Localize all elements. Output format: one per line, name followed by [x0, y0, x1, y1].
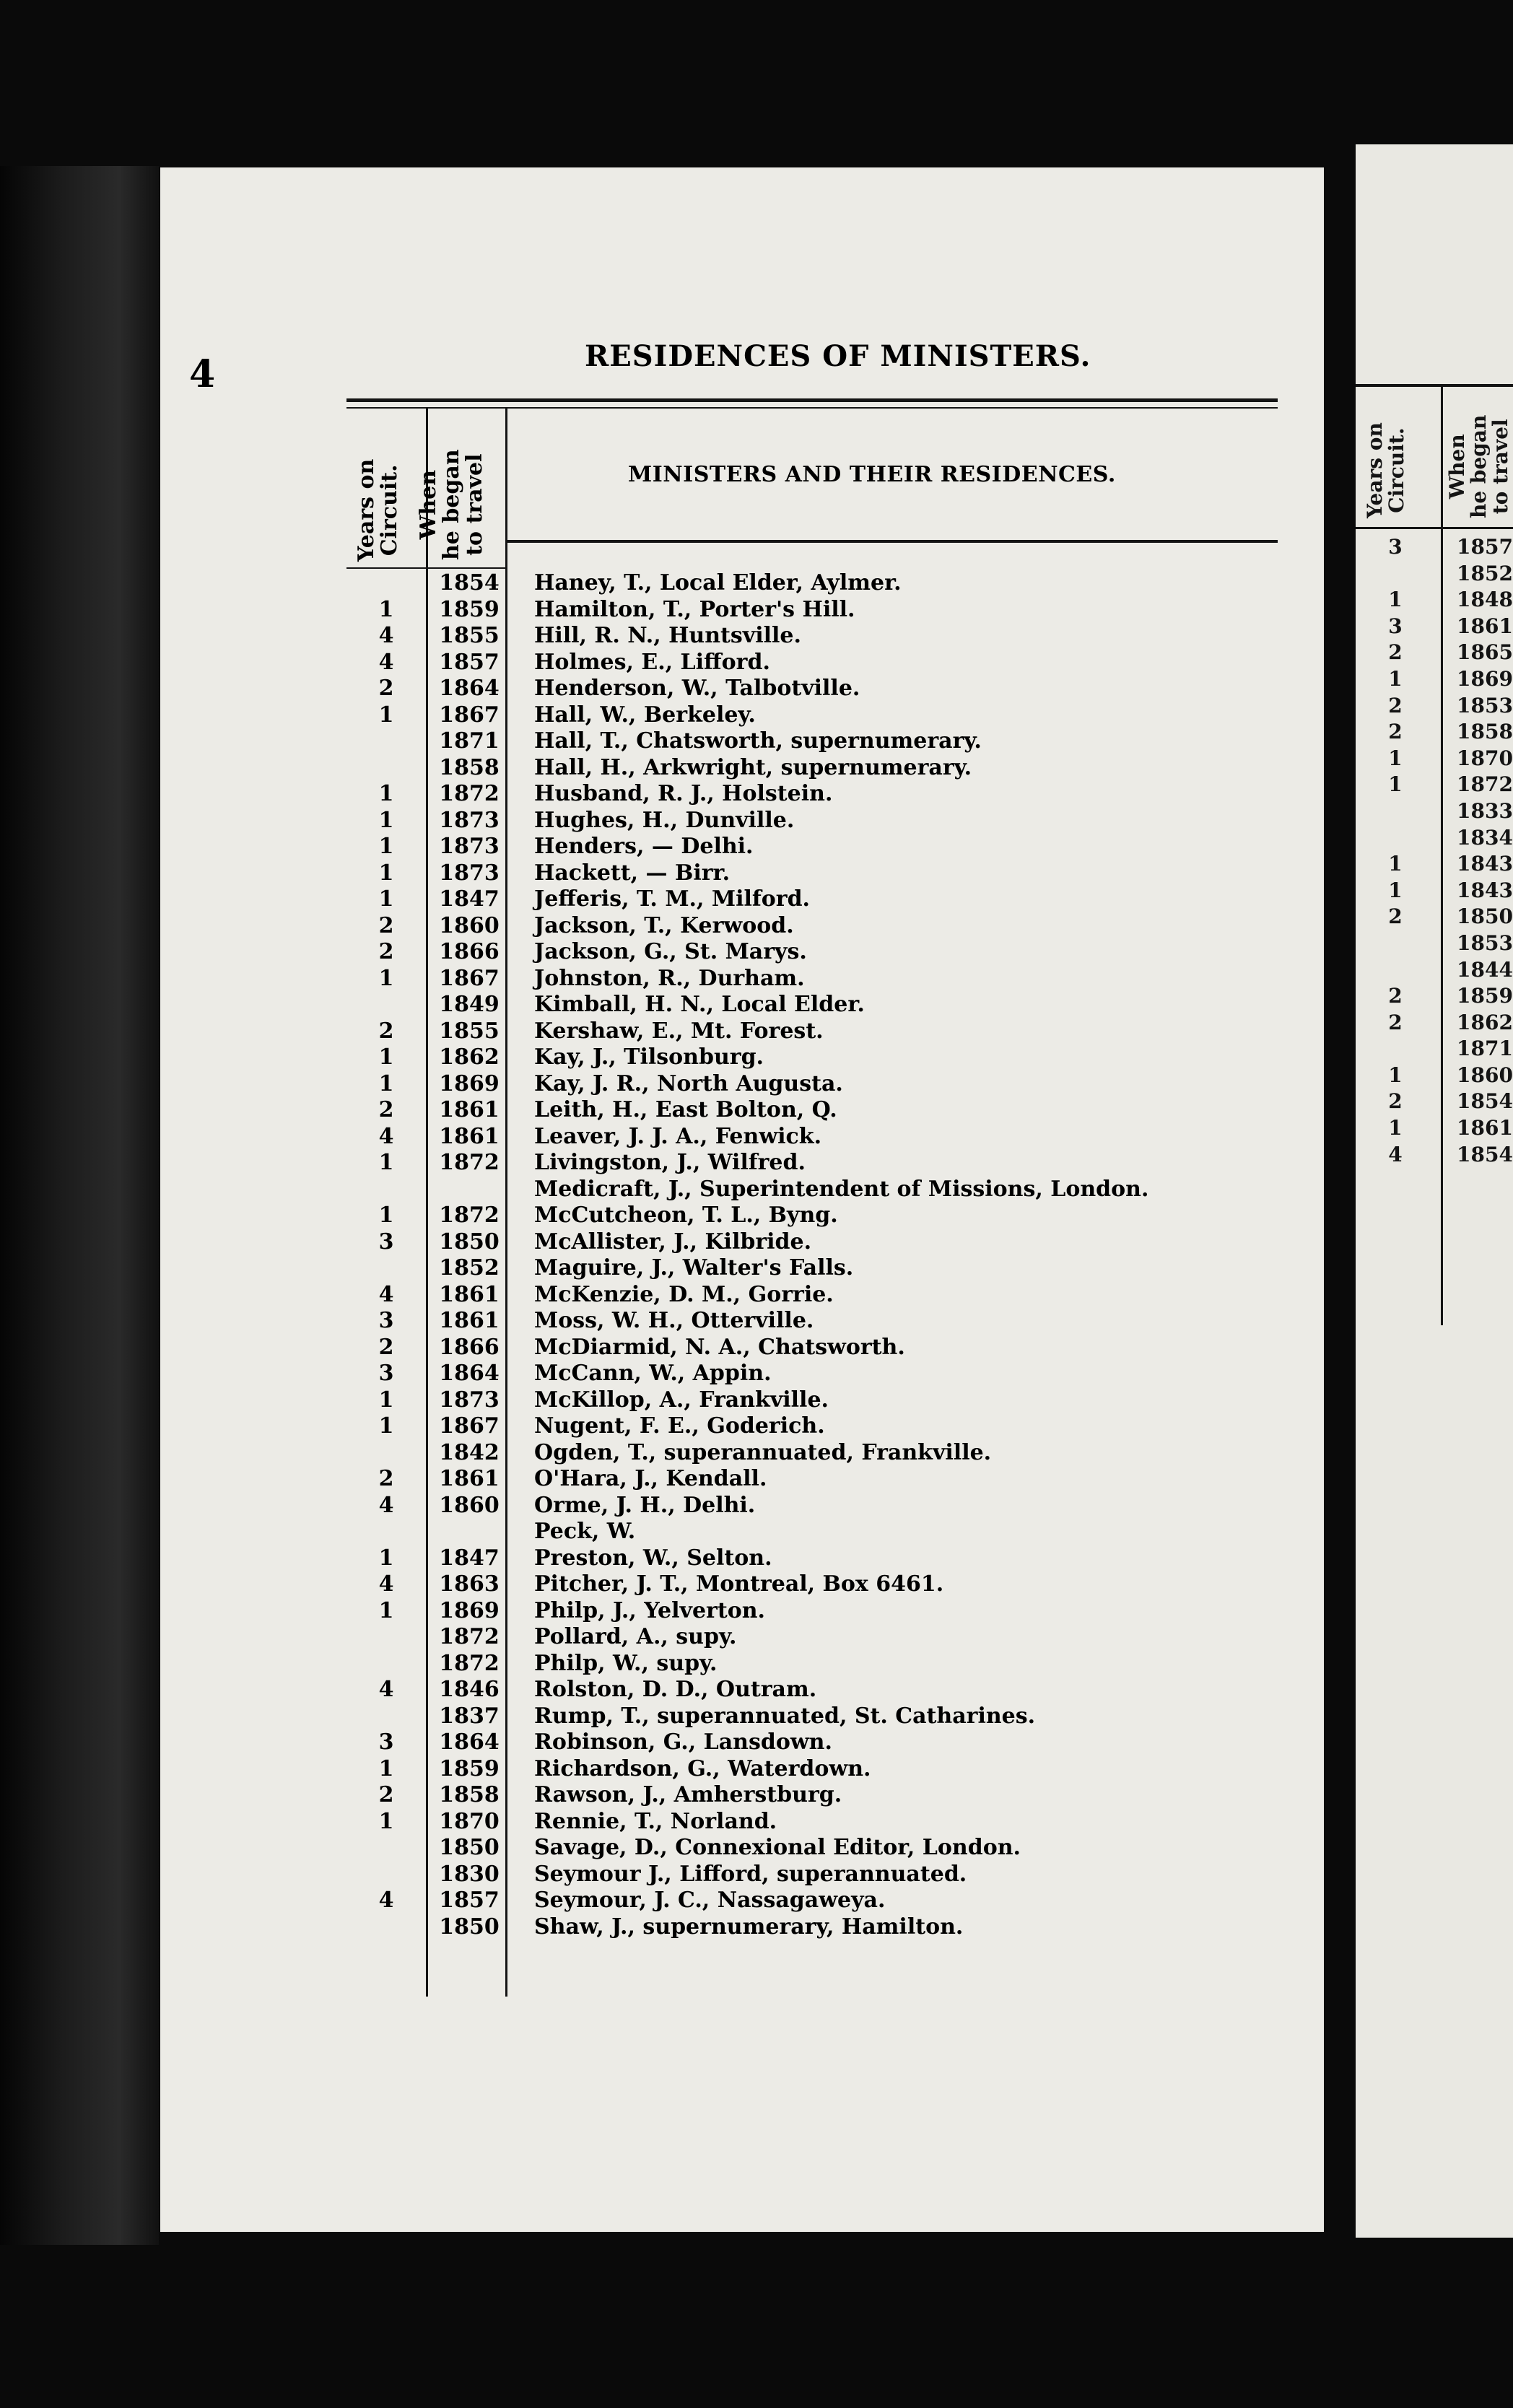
list-item: [346, 1571, 1285, 1598]
year-began-to-travel: 1862: [439, 1044, 500, 1070]
year-began-to-travel: 1871: [439, 728, 500, 754]
minister-residence: Rennie, T., Norland.: [534, 1808, 777, 1834]
minister-residence: Hall, W., Berkeley.: [534, 702, 756, 728]
years-on-circuit: 2: [378, 939, 394, 964]
list-item: [346, 597, 1285, 624]
facing-list-item: [1356, 534, 1513, 561]
facing-when-line3: to travel: [1488, 419, 1512, 515]
list-item: [346, 1914, 1285, 1941]
facing-list-item: [1356, 878, 1513, 904]
list-item: [346, 702, 1285, 729]
minister-residence: Hamilton, T., Porter's Hill.: [534, 596, 855, 622]
list-item: [346, 860, 1285, 887]
years-on-circuit: 2: [378, 1018, 394, 1044]
year-began-to-travel: 1850: [439, 1914, 500, 1940]
year-began-to-travel: 1867: [439, 965, 500, 991]
facing-year-began: 1862: [1457, 1010, 1513, 1034]
year-began-to-travel: 1870: [439, 1808, 500, 1834]
list-item: [346, 1282, 1285, 1309]
facing-year-began: 1848: [1457, 588, 1513, 612]
year-began-to-travel: 1855: [439, 1018, 500, 1044]
year-began-to-travel: 1873: [439, 1387, 500, 1413]
list-item: [346, 1440, 1285, 1467]
year-began-to-travel: 1860: [439, 1492, 500, 1518]
list-item: [346, 676, 1285, 702]
facing-year-began: 1843: [1457, 878, 1513, 902]
years-on-circuit: 1: [378, 702, 394, 728]
years-header-line1: Years on: [354, 458, 379, 562]
facing-year-began: 1860: [1457, 1063, 1513, 1087]
list-item: [346, 1782, 1285, 1809]
minister-residence: Seymour J., Lifford, superannuated.: [534, 1861, 967, 1887]
minister-residence: Robinson, G., Lansdown.: [534, 1729, 832, 1755]
facing-list-item: [1356, 1089, 1513, 1115]
facing-years-on-circuit: 2: [1388, 904, 1403, 929]
minister-residence: Jackson, T., Kerwood.: [534, 912, 794, 938]
list-item: [346, 1044, 1285, 1071]
facing-list-item: [1356, 904, 1513, 930]
facing-list-item: [1356, 983, 1513, 1010]
facing-years-on-circuit: 1: [1388, 746, 1403, 770]
facing-list-item: [1356, 772, 1513, 798]
minister-residence: Hughes, H., Dunville.: [534, 807, 795, 833]
years-on-circuit-header: [355, 459, 401, 562]
years-on-circuit: 1: [378, 860, 394, 886]
years-on-circuit: 2: [378, 1097, 394, 1122]
year-began-to-travel: 1857: [439, 1888, 500, 1913]
year-began-to-travel: 1869: [439, 1597, 500, 1623]
facing-years-line1: Years on: [1363, 422, 1387, 518]
facing-years-on-circuit: 1: [1388, 1063, 1403, 1087]
list-item: [346, 1203, 1285, 1229]
list-item: [346, 570, 1285, 597]
minister-residence: McKillop, A., Frankville.: [534, 1387, 829, 1413]
year-began-to-travel: 1842: [439, 1439, 500, 1465]
facing-list-item: [1356, 930, 1513, 957]
list-item: [346, 1651, 1285, 1678]
years-on-circuit: 3: [378, 1729, 394, 1755]
facing-years-on-circuit: 1: [1388, 666, 1403, 691]
year-began-to-travel: 1855: [439, 623, 500, 648]
list-item: [346, 1255, 1285, 1282]
minister-residence: O'Hara, J., Kendall.: [534, 1466, 767, 1491]
facing-years-on-circuit: 3: [1388, 535, 1403, 559]
year-began-to-travel: 1861: [439, 1123, 500, 1149]
facing-list-item: [1356, 1036, 1513, 1063]
list-item: [346, 1177, 1285, 1203]
list-item: [346, 1862, 1285, 1888]
facing-years-on-circuit: 2: [1388, 693, 1403, 717]
list-item: [346, 913, 1285, 940]
years-on-circuit: 1: [378, 1413, 394, 1439]
facing-years-on-circuit: 1: [1388, 588, 1403, 612]
minister-residence: Medicraft, J., Superintendent of Missions, London.: [534, 1176, 1149, 1202]
facing-list-item: [1356, 746, 1513, 772]
minister-residence: Kay, J., Tilsonburg.: [534, 1044, 764, 1070]
minister-residence: Nugent, F. E., Goderich.: [534, 1413, 825, 1439]
minister-residence: Pitcher, J. T., Montreal, Box 6461.: [534, 1571, 944, 1597]
list-item: [346, 650, 1285, 676]
facing-year-began: 1854: [1457, 1142, 1513, 1166]
minister-residence: Moss, W. H., Otterville.: [534, 1308, 814, 1333]
minister-residence: Johnston, R., Durham.: [534, 965, 805, 991]
minister-residence: Husband, R. J., Holstein.: [534, 781, 833, 806]
facing-list-item: [1356, 851, 1513, 878]
minister-residence: Maguire, J., Walter's Falls.: [534, 1255, 854, 1281]
facing-entries-list: [1356, 534, 1513, 1168]
facing-list-item: [1356, 614, 1513, 640]
ministers-header: MINISTERS AND THEIR RESIDENCES.: [628, 462, 1116, 487]
years-on-circuit: 1: [378, 781, 394, 806]
list-item: [346, 1124, 1285, 1151]
list-item: [346, 1598, 1285, 1625]
minister-residence: Hill, R. N., Huntsville.: [534, 623, 801, 648]
year-began-to-travel: 1873: [439, 834, 500, 859]
list-item: [346, 1308, 1285, 1335]
list-item: [346, 1361, 1285, 1387]
minister-residence: Peck, W.: [534, 1519, 636, 1544]
facing-years-on-circuit: 1: [1388, 878, 1403, 902]
facing-when-line2: he began: [1467, 414, 1491, 518]
minister-residence: Jefferis, T. M., Milford.: [534, 886, 811, 912]
minister-residence: Seymour, J. C., Nassagaweya.: [534, 1888, 886, 1913]
years-on-circuit: 4: [378, 1888, 394, 1913]
year-began-to-travel: 1867: [439, 1413, 500, 1439]
years-on-circuit: 1: [378, 807, 394, 833]
years-on-circuit: 1: [378, 1545, 394, 1571]
year-began-to-travel: 1872: [439, 781, 500, 806]
years-on-circuit: 3: [378, 1308, 394, 1333]
list-item: [346, 1677, 1285, 1704]
list-item: [346, 1493, 1285, 1519]
minister-residence: Henderson, W., Talbotville.: [534, 676, 860, 701]
years-on-circuit: 1: [378, 1755, 394, 1781]
minister-residence: Hall, T., Chatsworth, supernumerary.: [534, 728, 982, 754]
list-item: [346, 1545, 1285, 1572]
facing-years-on-circuit: 2: [1388, 720, 1403, 744]
list-item: [346, 1097, 1285, 1124]
facing-list-item: [1356, 1142, 1513, 1169]
year-began-to-travel: 1857: [439, 649, 500, 675]
minister-residence: McDiarmid, N. A., Chatsworth.: [534, 1334, 905, 1360]
year-began-to-travel: 1850: [439, 1229, 500, 1255]
facing-years-on-circuit: 2: [1388, 984, 1403, 1008]
list-item: [346, 1150, 1285, 1177]
facing-year-began: 1854: [1457, 1089, 1513, 1114]
facing-year-began: 1857: [1457, 535, 1513, 559]
facing-year-began: 1869: [1457, 666, 1513, 691]
list-item: [346, 1387, 1285, 1414]
years-on-circuit: 4: [378, 1123, 394, 1149]
list-item: [346, 1809, 1285, 1836]
year-began-to-travel: 1873: [439, 860, 500, 886]
when-header-line1: When: [416, 469, 441, 540]
header-rule: [505, 540, 1278, 543]
minister-residence: Philp, J., Yelverton.: [534, 1597, 765, 1623]
years-on-circuit: 1: [378, 1387, 394, 1413]
year-began-to-travel: 1859: [439, 1755, 500, 1781]
facing-years-on-circuit: 1: [1388, 1116, 1403, 1140]
minister-residence: Kimball, H. N., Local Elder.: [534, 992, 865, 1017]
year-began-to-travel: 1864: [439, 676, 500, 701]
year-began-to-travel: 1858: [439, 1782, 500, 1807]
minister-residence: Holmes, E., Lifford.: [534, 649, 770, 675]
years-on-circuit: 4: [378, 649, 394, 675]
years-on-circuit: 1: [378, 834, 394, 859]
minister-residence: Rump, T., superannuated, St. Catharines.: [534, 1703, 1036, 1729]
years-on-circuit: 4: [378, 623, 394, 648]
page-number: 4: [189, 352, 216, 396]
years-on-circuit: 2: [378, 1466, 394, 1491]
year-began-to-travel: 1847: [439, 1545, 500, 1571]
facing-year-began: 1871: [1457, 1037, 1513, 1061]
when-header-line3: to travel: [462, 453, 487, 556]
minister-residence: Hall, H., Arkwright, supernumerary.: [534, 754, 972, 780]
facing-year-began: 1852: [1457, 561, 1513, 585]
facing-list-item: [1356, 640, 1513, 666]
list-item: [346, 886, 1285, 913]
year-began-to-travel: 1867: [439, 702, 500, 728]
minister-residence: Kay, J. R., North Augusta.: [534, 1070, 843, 1096]
facing-year-began: 1858: [1457, 720, 1513, 744]
minister-residence: McCutcheon, T. L., Byng.: [534, 1203, 838, 1228]
year-began-to-travel: 1861: [439, 1097, 500, 1122]
year-began-to-travel: 1872: [439, 1650, 500, 1676]
minister-residence: McAllister, J., Kilbride.: [534, 1229, 812, 1255]
facing-year-began: 1833: [1457, 798, 1513, 823]
facing-top-rule: [1356, 384, 1513, 387]
list-item: [346, 1018, 1285, 1045]
facing-year-began: 1872: [1457, 772, 1513, 797]
year-began-to-travel: 1872: [439, 1150, 500, 1175]
minister-residence: Leaver, J. J. A., Fenwick.: [534, 1123, 822, 1149]
facing-year-began: 1861: [1457, 614, 1513, 638]
year-began-to-travel: 1850: [439, 1835, 500, 1860]
year-began-to-travel: 1873: [439, 807, 500, 833]
list-item: [346, 1519, 1285, 1545]
facing-year-began: 1853: [1457, 930, 1513, 955]
list-item: [346, 939, 1285, 966]
minister-residence: Leith, H., East Bolton, Q.: [534, 1097, 837, 1122]
running-head: RESIDENCES OF MINISTERS.: [585, 339, 1091, 373]
list-item: [346, 1466, 1285, 1493]
facing-year-began: 1859: [1457, 984, 1513, 1008]
list-item: [346, 1704, 1285, 1730]
year-began-to-travel: 1854: [439, 570, 500, 596]
year-began-to-travel: 1872: [439, 1624, 500, 1649]
year-began-to-travel: 1852: [439, 1255, 500, 1281]
facing-years-on-circuit: 4: [1388, 1142, 1403, 1166]
minister-residence: Ogden, T., superannuated, Frankville.: [534, 1439, 992, 1465]
list-item: [346, 623, 1285, 650]
year-began-to-travel: 1866: [439, 1334, 500, 1360]
list-item: [346, 1756, 1285, 1783]
facing-year-began: 1853: [1457, 693, 1513, 717]
minister-residence: Preston, W., Selton.: [534, 1545, 772, 1571]
facing-years-header: [1364, 422, 1408, 518]
years-on-circuit: 2: [378, 676, 394, 701]
list-item: [346, 1729, 1285, 1756]
list-item: [346, 1071, 1285, 1098]
list-item: [346, 966, 1285, 993]
year-began-to-travel: 1846: [439, 1677, 500, 1702]
facing-years-on-circuit: 2: [1388, 640, 1403, 665]
minister-residence: Livingston, J., Wilfred.: [534, 1150, 806, 1175]
list-item: [346, 808, 1285, 834]
year-began-to-travel: 1861: [439, 1466, 500, 1491]
facing-header-rule: [1356, 527, 1513, 529]
years-on-circuit: 4: [378, 1677, 394, 1702]
list-item: [346, 1835, 1285, 1862]
year-began-to-travel: 1864: [439, 1729, 500, 1755]
minister-residence: Haney, T., Local Elder, Aylmer.: [534, 570, 902, 596]
facing-when-line1: When: [1445, 434, 1469, 500]
years-on-circuit: 1: [378, 1070, 394, 1096]
facing-list-item: [1356, 798, 1513, 825]
minister-residence: Henders, — Delhi.: [534, 834, 754, 859]
list-item: [346, 1229, 1285, 1256]
years-on-circuit: 1: [378, 1203, 394, 1228]
year-began-to-travel: 1861: [439, 1281, 500, 1307]
when-began-header: [417, 449, 487, 560]
book-binding: [0, 166, 159, 2245]
facing-years-on-circuit: 3: [1388, 614, 1403, 638]
minister-residence: Rawson, J., Amherstburg.: [534, 1782, 842, 1807]
minister-residence: Philp, W., supy.: [534, 1650, 718, 1676]
year-began-to-travel: 1860: [439, 912, 500, 938]
facing-list-item: [1356, 666, 1513, 693]
years-on-circuit: 1: [378, 596, 394, 622]
list-item: [346, 1335, 1285, 1361]
minister-residence: Pollard, A., supy.: [534, 1624, 737, 1649]
years-on-circuit: 1: [378, 965, 394, 991]
facing-year-began: 1865: [1457, 640, 1513, 665]
years-on-circuit: 3: [378, 1361, 394, 1386]
years-on-circuit: 4: [378, 1281, 394, 1307]
years-on-circuit: 2: [378, 1334, 394, 1360]
year-began-to-travel: 1837: [439, 1703, 500, 1729]
minister-residence: McKenzie, D. M., Gorrie.: [534, 1281, 834, 1307]
year-began-to-travel: 1861: [439, 1308, 500, 1333]
year-began-to-travel: 1849: [439, 992, 500, 1017]
year-began-to-travel: 1858: [439, 754, 500, 780]
years-on-circuit: 1: [378, 1808, 394, 1834]
list-item: [346, 728, 1285, 755]
list-item: [346, 992, 1285, 1018]
minister-residence: Richardson, G., Waterdown.: [534, 1755, 871, 1781]
year-began-to-travel: 1864: [439, 1361, 500, 1386]
top-rule-thin: [346, 407, 1278, 409]
minister-residence: Rolston, D. D., Outram.: [534, 1677, 817, 1702]
year-began-to-travel: 1863: [439, 1571, 500, 1597]
facing-list-item: [1356, 587, 1513, 614]
list-item: [346, 1413, 1285, 1440]
years-on-circuit: 1: [378, 1150, 394, 1175]
facing-years-on-circuit: 2: [1388, 1089, 1403, 1114]
facing-list-item: [1356, 1010, 1513, 1037]
facing-list-item: [1356, 693, 1513, 720]
facing-list-item: [1356, 1115, 1513, 1142]
minister-residence: Orme, J. H., Delhi.: [534, 1492, 756, 1518]
list-item: [346, 1624, 1285, 1651]
year-began-to-travel: 1866: [439, 939, 500, 964]
minister-residence: Kershaw, E., Mt. Forest.: [534, 1018, 824, 1044]
facing-years-on-circuit: 1: [1388, 772, 1403, 797]
years-on-circuit: 2: [378, 1782, 394, 1807]
facing-year-began: 1850: [1457, 904, 1513, 929]
years-on-circuit: 3: [378, 1229, 394, 1255]
minister-residence: Shaw, J., supernumerary, Hamilton.: [534, 1914, 964, 1940]
years-on-circuit: 4: [378, 1571, 394, 1597]
facing-list-item: [1356, 825, 1513, 852]
facing-year-began: 1870: [1457, 746, 1513, 770]
year-began-to-travel: 1859: [439, 596, 500, 622]
minister-residence: Savage, D., Connexional Editor, London.: [534, 1835, 1021, 1860]
facing-list-item: [1356, 957, 1513, 984]
years-header-line2: Circuit.: [377, 464, 402, 557]
years-on-circuit: 2: [378, 912, 394, 938]
years-on-circuit: 4: [378, 1492, 394, 1518]
when-header-line2: he began: [439, 449, 464, 560]
facing-year-began: 1834: [1457, 825, 1513, 850]
minister-residence: Jackson, G., St. Marys.: [534, 939, 807, 964]
years-on-circuit: 1: [378, 886, 394, 912]
year-began-to-travel: 1830: [439, 1861, 500, 1887]
facing-year-began: 1843: [1457, 852, 1513, 876]
list-item: [346, 781, 1285, 808]
year-began-to-travel: 1872: [439, 1203, 500, 1228]
years-on-circuit: 1: [378, 1597, 394, 1623]
facing-list-item: [1356, 1063, 1513, 1089]
facing-year-began: 1844: [1457, 957, 1513, 982]
year-began-to-travel: 1869: [439, 1070, 500, 1096]
facing-when-header: [1447, 415, 1512, 518]
facing-year-began: 1861: [1457, 1116, 1513, 1140]
minister-residence: McCann, W., Appin.: [534, 1361, 772, 1386]
facing-list-item: [1356, 719, 1513, 746]
years-on-circuit: 1: [378, 1044, 394, 1070]
facing-page: [1356, 144, 1513, 2238]
minister-residence: Hackett, — Birr.: [534, 860, 731, 886]
facing-years-line2: Circuit.: [1385, 427, 1408, 513]
list-item: [346, 755, 1285, 782]
entries-list: [346, 570, 1285, 1940]
top-rule-thick: [346, 398, 1278, 402]
year-began-to-travel: 1847: [439, 886, 500, 912]
facing-years-on-circuit: 1: [1388, 852, 1403, 876]
list-item: [346, 834, 1285, 860]
facing-list-item: [1356, 561, 1513, 588]
list-item: [346, 1888, 1285, 1914]
facing-years-on-circuit: 2: [1388, 1010, 1403, 1034]
